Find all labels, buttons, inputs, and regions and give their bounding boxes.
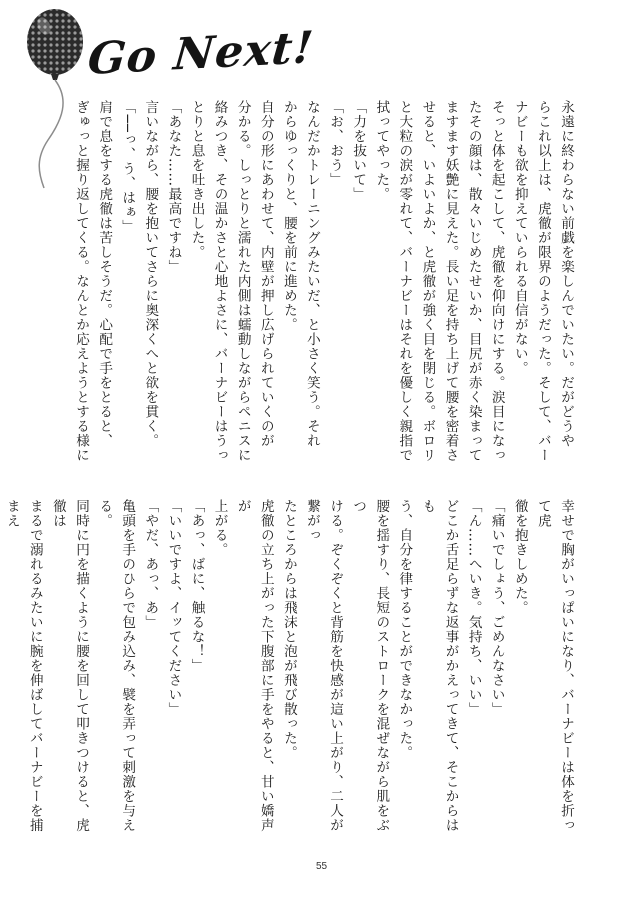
text-line: なんだかトレーニングみたいだ、と小さく笑う。それ	[303, 100, 320, 448]
text-line: 「いいですよ、イッてください」	[165, 499, 182, 717]
text-line: 幸せで胸がいっぱいになり、バーナビーは体を折って虎	[534, 499, 574, 833]
text-line: とりと息を吐き出した。	[188, 100, 205, 260]
text-line: 「あっ、ばに、触るな！」	[188, 499, 205, 673]
text-line: まるで溺れるみたいに腕を伸ばしてバーナビーを捕まえ	[3, 499, 43, 833]
text-line: 虎徹の立ち上がった下腹部に手をやると、甘い嬌声が	[234, 499, 274, 833]
text-line: 同時に円を描くように腰を回して叩きつけると、虎徹は	[49, 499, 90, 833]
text-line: 拭ってやった。	[373, 100, 390, 202]
text-line: たところからは飛沫と泡が飛び散った。	[280, 499, 297, 760]
text-line: 分かる。しっとりと濡れた内側は蠕動しながらペニスに	[234, 100, 251, 463]
text-line: う、自分を律することができなかった。	[396, 499, 413, 760]
text-line: からゆっくりと、腰を前に進めた。	[280, 100, 297, 332]
page-number: 55	[315, 861, 328, 872]
text-line: 上がる。	[211, 499, 228, 557]
text-line: 永遠に終わらない前戯を楽しんでいたい。だがどうや	[558, 100, 574, 448]
text-line: ますます妖艶に見えた。長い足を持ち上げて腰を密着さ	[442, 100, 459, 463]
text-line: 「やだ、あっ、あ」	[142, 499, 159, 630]
text-line: ける。ぞくぞくと背筋を快感が這い上がり、二人が繋がっ	[303, 499, 344, 833]
text-line: ぎゅっと握り返してくる。なんとか応えようとする様に	[73, 100, 90, 463]
text-line: そっと体を起こして、虎徹を仰向けにする。涙目になっ	[488, 100, 505, 463]
text-line: 亀頭を手のひらで包み込み、襞を弄って刺激を与える。	[96, 499, 136, 833]
text-block-lower	[3, 499, 577, 839]
text-line: 「痛いでしょう、ごめんなさい」	[488, 499, 505, 717]
text-line: たその顔は、散々いじめたせいか、目尻が赤く染まって	[465, 100, 482, 463]
text-line: 「お、おう」	[327, 100, 344, 187]
text-line: どこか舌足らずな返事がかえってきて、そこからはも	[419, 499, 459, 833]
text-line: 「あなた……最高ですね」	[165, 100, 182, 274]
text-line: 言いながら、腰を抱いてさらに奥深くへと欲を貫く。	[142, 100, 159, 448]
text-line: せると、いよいよか、と虎徹が強く目を閉じる。ボロリ	[419, 100, 436, 463]
text-line: 「──っ、う、はぁ」	[119, 100, 136, 235]
text-line: 腰を揺すり、長短のストロークを混ぜながら肌をぶつ	[350, 499, 390, 833]
text-line: 「ん……へいき。気持ち、いい」	[465, 499, 482, 717]
text-line: ナビーも欲を抑えていられる自信がない。	[511, 100, 528, 376]
text-line: 肩で息をする虎徹は苦しそうだ。心配で手をとると、	[96, 100, 113, 448]
text-line: 「力を抜いて」	[350, 100, 367, 202]
text-block-upper	[73, 100, 577, 476]
text-line: 徹を抱きしめた。	[511, 499, 528, 615]
text-line: らこれ以上は、虎徹が限界のようだった。そして、バー	[534, 100, 551, 463]
text-line: 自分の形にあわせて、内壁が押し広げられていくのが	[257, 100, 274, 448]
page-title: Go Next!	[85, 22, 316, 85]
text-line: と大粒の涙が零れて、バーナビーはそれを優しく親指で	[396, 100, 413, 463]
text-line: 絡みつき、その温かさと心地よさに、バーナビーはうっ	[211, 100, 228, 463]
